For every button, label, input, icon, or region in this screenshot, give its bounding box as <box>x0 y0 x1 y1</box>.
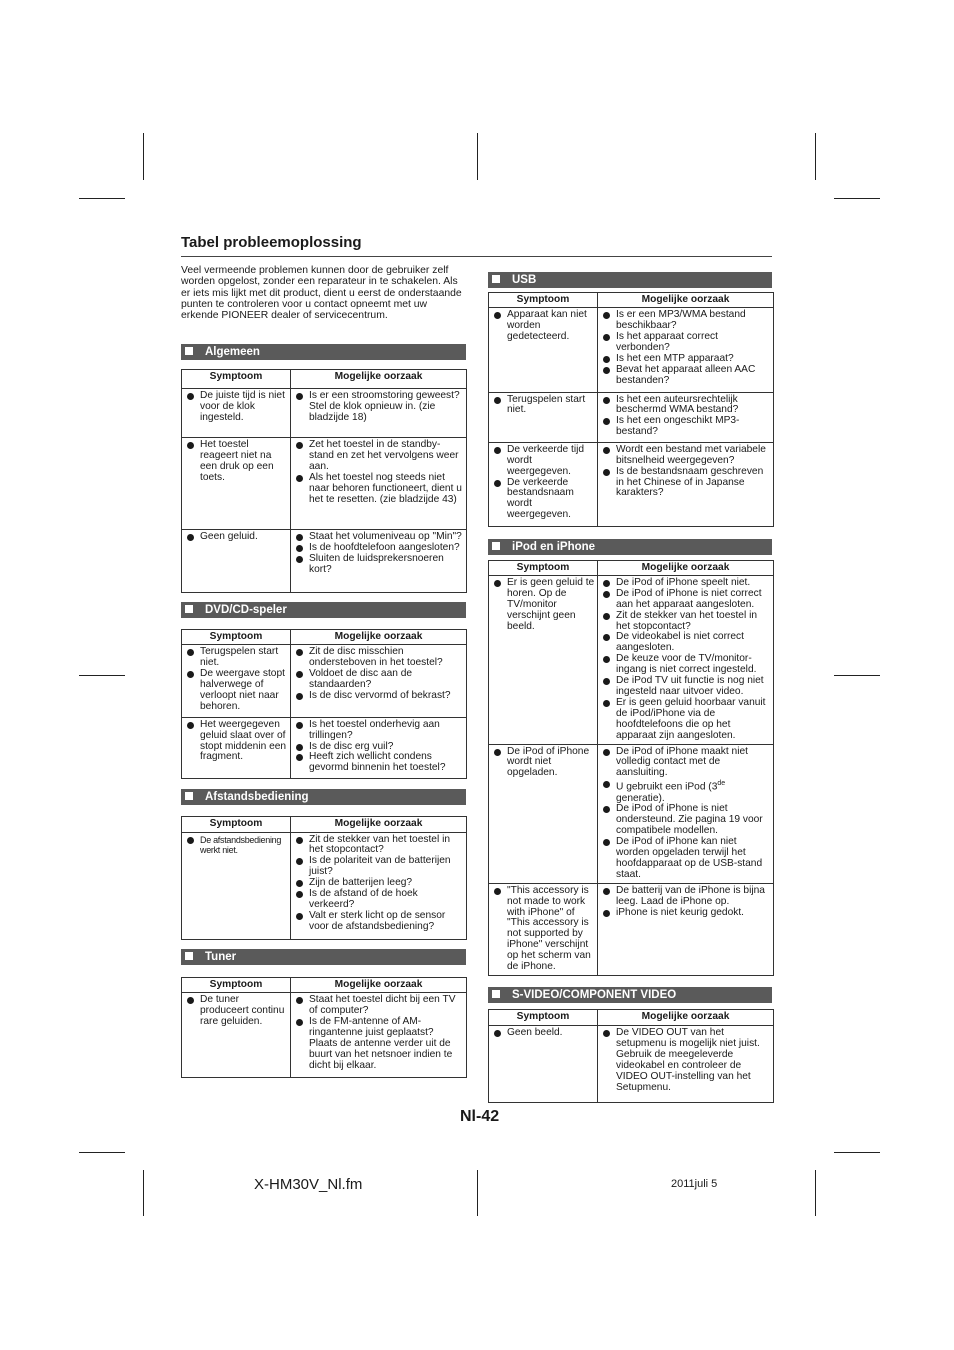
bullet-list <box>184 835 288 857</box>
list-item: De tuner produceert continu rare geluiden. <box>184 995 288 1028</box>
crop-mark <box>834 198 880 199</box>
list-item: De iPod of iPhone maakt niet volledig contact met de aansluiting. <box>600 747 771 780</box>
bullet-list <box>293 720 464 775</box>
crop-mark <box>834 1152 880 1153</box>
bullet-list <box>491 395 595 417</box>
bullet-list <box>600 886 771 919</box>
bullet-list <box>293 995 464 1071</box>
list-item: Is het een ongeschikt MP3-bestand? <box>600 416 771 438</box>
table-row <box>182 645 467 717</box>
symptom-cell <box>489 1026 598 1103</box>
list-item: Er is geen geluid te horen. Op de TV/monitor verschijnt geen beeld. <box>491 578 595 633</box>
cause-cell <box>291 717 467 778</box>
column-header-symptom: Symptoom <box>489 561 598 576</box>
list-item: Is de polariteit van de batterijen juist? <box>293 856 464 878</box>
bullet-list <box>184 391 288 424</box>
table-header-row <box>489 293 774 308</box>
symptom-cell <box>489 575 598 744</box>
table-row <box>182 832 467 939</box>
footer-filename: X-HM30V_Nl.fm <box>254 1176 363 1193</box>
table-row <box>182 529 467 592</box>
list-item: Terugspelen start niet. <box>184 647 288 669</box>
bullet-list <box>491 578 595 633</box>
list-item: Is het apparaat correct verbonden? <box>600 332 771 354</box>
square-bullet-icon <box>185 792 193 800</box>
list-item: Staat het toestel dicht bij een TV of computer? <box>293 995 464 1017</box>
list-item: Wordt een bestand met variabele bitsnelheid weergegeven? <box>600 445 771 467</box>
section-title: Tuner <box>205 951 237 963</box>
list-item: Zit de stekker van het toestel in het stopcontact? <box>600 611 771 633</box>
bullet-list <box>600 395 771 439</box>
list-item: U gebruikt een iPod (3de generatie). <box>600 779 771 804</box>
cause-cell <box>598 883 774 975</box>
list-item: Is de bestandsnaam geschreven in het Chinese of in Japanse karakters? <box>600 467 771 500</box>
cause-cell <box>291 389 467 438</box>
list-item: De iPod of iPhone wordt niet opgeladen. <box>491 747 595 780</box>
bullet-list <box>293 647 464 702</box>
square-bullet-icon <box>492 990 500 998</box>
bullet-list <box>293 835 464 933</box>
table-row <box>489 308 774 392</box>
crop-mark <box>477 1170 478 1216</box>
bullet-list <box>293 532 464 576</box>
bullet-list <box>293 440 464 505</box>
cause-cell <box>598 308 774 392</box>
section-title: S-VIDEO/COMPONENT VIDEO <box>512 989 677 1001</box>
list-item: Is het een auteursrechtelijk beschermd WMA bestand? <box>600 395 771 417</box>
list-item: Sluiten de luidsprekersnoeren kort? <box>293 554 464 576</box>
bullet-list <box>491 310 595 343</box>
section-title: Afstandsbediening <box>205 791 309 803</box>
table-row <box>489 442 774 526</box>
list-item: De weergave stopt halverwege of verloopt niet naar behoren. <box>184 669 288 713</box>
crop-mark <box>815 133 816 180</box>
table-header-row <box>182 630 467 645</box>
bullet-list <box>600 747 771 881</box>
list-item: De juiste tijd is niet voor de klok ingesteld. <box>184 391 288 424</box>
table-header-row <box>489 1010 774 1026</box>
crop-mark <box>79 198 125 199</box>
list-item: Het weergegeven geluid slaat over of stopt middenin een fragment. <box>184 720 288 764</box>
list-item: Geen geluid. <box>184 532 288 543</box>
column-header-symptom: Symptoom <box>182 978 291 993</box>
footer-date: 2011juli 5 <box>671 1178 718 1190</box>
symptom-cell <box>182 832 291 939</box>
bullet-list <box>600 1028 771 1093</box>
list-item: Zijn de batterijen leeg? <box>293 878 464 889</box>
table-header-row <box>182 817 467 833</box>
crop-mark <box>477 133 478 180</box>
troubleshoot-table-usb <box>488 292 774 527</box>
section-title: iPod en iPhone <box>512 541 596 553</box>
bullet-list <box>184 720 288 764</box>
section-header-ipod <box>488 539 772 555</box>
troubleshoot-table-dvd <box>181 629 467 779</box>
crop-mark <box>815 1170 816 1216</box>
square-bullet-icon <box>492 275 500 283</box>
list-item: iPhone is niet keurig gedokt. <box>600 908 771 919</box>
column-header-symptom: Symptoom <box>182 630 291 645</box>
list-item: Is de afstand of de hoek verkeerd? <box>293 889 464 911</box>
table-row <box>182 717 467 778</box>
cause-cell <box>291 993 467 1078</box>
column-header-symptom: Symptoom <box>182 817 291 833</box>
list-item: Is het een MTP apparaat? <box>600 354 771 365</box>
table-row <box>489 883 774 975</box>
list-item: Valt er sterk licht op de sensor voor de afstandsbediening? <box>293 911 464 933</box>
list-item: Het toestel reageert niet na een druk op een toets. <box>184 440 288 484</box>
list-item: Staat het volumeniveau op "Min"? <box>293 532 464 543</box>
troubleshoot-table-afstand <box>181 816 467 940</box>
title-divider <box>181 256 772 257</box>
list-item: Terugspelen start niet. <box>491 395 595 417</box>
bullet-list <box>600 445 771 500</box>
troubleshoot-table-algemeen <box>181 369 467 593</box>
square-bullet-icon <box>185 952 193 960</box>
section-header-algemeen <box>181 344 466 360</box>
table-row <box>182 389 467 438</box>
list-item: De afstandsbediening werkt niet. <box>184 835 288 857</box>
list-item: De keuze voor de TV/monitor-ingang is niet correct ingesteld. <box>600 654 771 676</box>
table-row <box>182 993 467 1078</box>
bullet-list <box>293 391 464 424</box>
cause-cell <box>291 832 467 939</box>
crop-mark <box>834 675 880 676</box>
bullet-list <box>491 886 595 973</box>
table-header-row <box>182 370 467 389</box>
list-item: Zit de disc misschien ondersteboven in het toestel? <box>293 647 464 669</box>
list-item: De iPod TV uit functie is nog niet ingesteld naar uitvoer video. <box>600 676 771 698</box>
list-item: Heeft zich wellicht condens gevormd binnenin het toestel? <box>293 752 464 774</box>
list-item: Geen beeld. <box>491 1028 595 1039</box>
list-item: De iPod of iPhone is niet correct aan het apparaat aangesloten. <box>600 589 771 611</box>
cause-cell <box>598 744 774 883</box>
column-header-symptom: Symptoom <box>182 370 291 389</box>
symptom-cell <box>489 308 598 392</box>
bullet-list <box>184 440 288 484</box>
list-item: Als het toestel nog steeds niet naar behoren functioneert, dient u het te resetten. (zie bladzijde 43) <box>293 473 464 506</box>
page-number: Nl-42 <box>460 1108 500 1125</box>
cause-cell <box>598 575 774 744</box>
list-item: Is het toestel onderhevig aan trillingen? <box>293 720 464 742</box>
section-header-usb <box>488 272 772 288</box>
table-row <box>489 575 774 744</box>
crop-mark <box>79 675 125 676</box>
list-item: Is er een MP3/WMA bestand beschikbaar? <box>600 310 771 332</box>
list-item: De iPod of iPhone is niet ondersteund. Zie pagina 19 voor compatibele modellen. <box>600 804 771 837</box>
column-header-cause: Mogelijke oorzaak <box>291 370 467 389</box>
square-bullet-icon <box>492 542 500 550</box>
column-header-symptom: Symptoom <box>489 1010 598 1026</box>
list-item: Is er een stroomstoring geweest? Stel de klok opnieuw in. (zie bladzijde 18) <box>293 391 464 424</box>
symptom-cell <box>182 389 291 438</box>
square-bullet-icon <box>185 347 193 355</box>
list-item: De iPod of iPhone speelt niet. <box>600 578 771 589</box>
column-header-cause: Mogelijke oorzaak <box>291 978 467 993</box>
cause-cell <box>291 438 467 529</box>
column-header-cause: Mogelijke oorzaak <box>598 561 774 576</box>
symptom-cell <box>182 645 291 717</box>
cause-cell <box>291 645 467 717</box>
bullet-list <box>600 578 771 742</box>
bullet-list <box>184 647 288 712</box>
crop-mark <box>143 133 144 180</box>
list-item: Zit de stekker van het toestel in het stopcontact? <box>293 835 464 857</box>
bullet-list <box>491 445 595 521</box>
cause-cell <box>598 392 774 442</box>
symptom-cell <box>489 392 598 442</box>
bullet-list <box>184 532 288 543</box>
list-item: Is de disc vervormd of bekrast? <box>293 691 464 702</box>
bullet-list <box>600 310 771 386</box>
list-item: Zet het toestel in de standby-stand en zet het vervolgens weer aan. <box>293 440 464 473</box>
list-item: De batterij van de iPhone is bijna leeg. Laad de iPhone op. <box>600 886 771 908</box>
list-item: Is de disc erg vuil? <box>293 742 464 753</box>
cause-cell <box>598 1026 774 1103</box>
section-title: Algemeen <box>205 346 260 358</box>
table-row <box>489 392 774 442</box>
column-header-symptom: Symptoom <box>489 293 598 308</box>
page-title: Tabel probleemoplossing <box>181 234 362 251</box>
list-item: De verkeerde bestandsnaam wordt weergegeven. <box>491 478 595 522</box>
intro-paragraph: Veel vermeende problemen kunnen door de gebruiker zelf worden opgelost, zonder een reparateur in te schakelen. Als er iets mis lijkt met dit product, dient u eerst de onderstaande punten te controleren voor u contact opneemt met uw erkende PIONEER dealer of servicecentrum. <box>181 265 462 322</box>
bullet-list <box>491 747 595 780</box>
cause-cell <box>291 529 467 592</box>
section-header-afstand <box>181 789 466 805</box>
table-row <box>489 744 774 883</box>
list-item: Er is geen geluid hoorbaar vanuit de iPod/iPhone via de hoofdtelefoons die op het apparaat zijn aangesloten. <box>600 698 771 742</box>
bullet-list <box>491 1028 595 1039</box>
table-row <box>182 438 467 529</box>
list-item: De VIDEO OUT van het setupmenu is mogelijk niet juist. Gebruik de meegeleverde videokabel en controleer de VIDEO OUT-instelling van het Setupmenu. <box>600 1028 771 1093</box>
section-header-dvd <box>181 602 466 618</box>
bullet-list <box>184 995 288 1028</box>
symptom-cell <box>182 717 291 778</box>
list-item: De iPod of iPhone kan niet worden opgeladen terwijl het hoofdapparaat op de USB-stand staat. <box>600 837 771 881</box>
list-item: "This accessory is not made to work with iPhone" of "This accessory is not supported by iPhone" verschijnt op het scherm van de iPhone. <box>491 886 595 973</box>
list-item: De verkeerde tijd wordt weergegeven. <box>491 445 595 478</box>
column-header-cause: Mogelijke oorzaak <box>291 630 467 645</box>
symptom-cell <box>489 883 598 975</box>
column-header-cause: Mogelijke oorzaak <box>598 1010 774 1026</box>
symptom-cell <box>182 993 291 1078</box>
cause-cell <box>598 442 774 526</box>
troubleshoot-table-ipod <box>488 560 774 976</box>
list-item: Is de FM-antenne of AM-ringantenne juist geplaatst? Plaats de antenne verder uit de buurt van het netsnoer indien te dicht bij elkaar. <box>293 1017 464 1072</box>
list-item: Bevat het apparaat alleen AAC bestanden? <box>600 365 771 387</box>
square-bullet-icon <box>185 605 193 613</box>
symptom-cell <box>182 438 291 529</box>
symptom-cell <box>489 442 598 526</box>
list-item: Is de hoofdtelefoon aangesloten? <box>293 543 464 554</box>
table-header-row <box>182 978 467 993</box>
column-header-cause: Mogelijke oorzaak <box>598 293 774 308</box>
table-row <box>489 1026 774 1103</box>
section-header-svideo <box>488 987 772 1003</box>
section-title: DVD/CD-speler <box>205 604 287 616</box>
troubleshoot-table-svideo <box>488 1009 774 1103</box>
crop-mark <box>143 1170 144 1216</box>
section-title: USB <box>512 274 537 286</box>
list-item: De videokabel is niet correct aangesloten. <box>600 632 771 654</box>
symptom-cell <box>182 529 291 592</box>
table-header-row <box>489 561 774 576</box>
crop-mark <box>79 1152 125 1153</box>
section-header-tuner <box>181 949 466 965</box>
column-header-cause: Mogelijke oorzaak <box>291 817 467 833</box>
symptom-cell <box>489 744 598 883</box>
list-item: Apparaat kan niet worden gedetecteerd. <box>491 310 595 343</box>
troubleshoot-table-tuner <box>181 977 467 1078</box>
list-item: Voldoet de disc aan de standaarden? <box>293 669 464 691</box>
